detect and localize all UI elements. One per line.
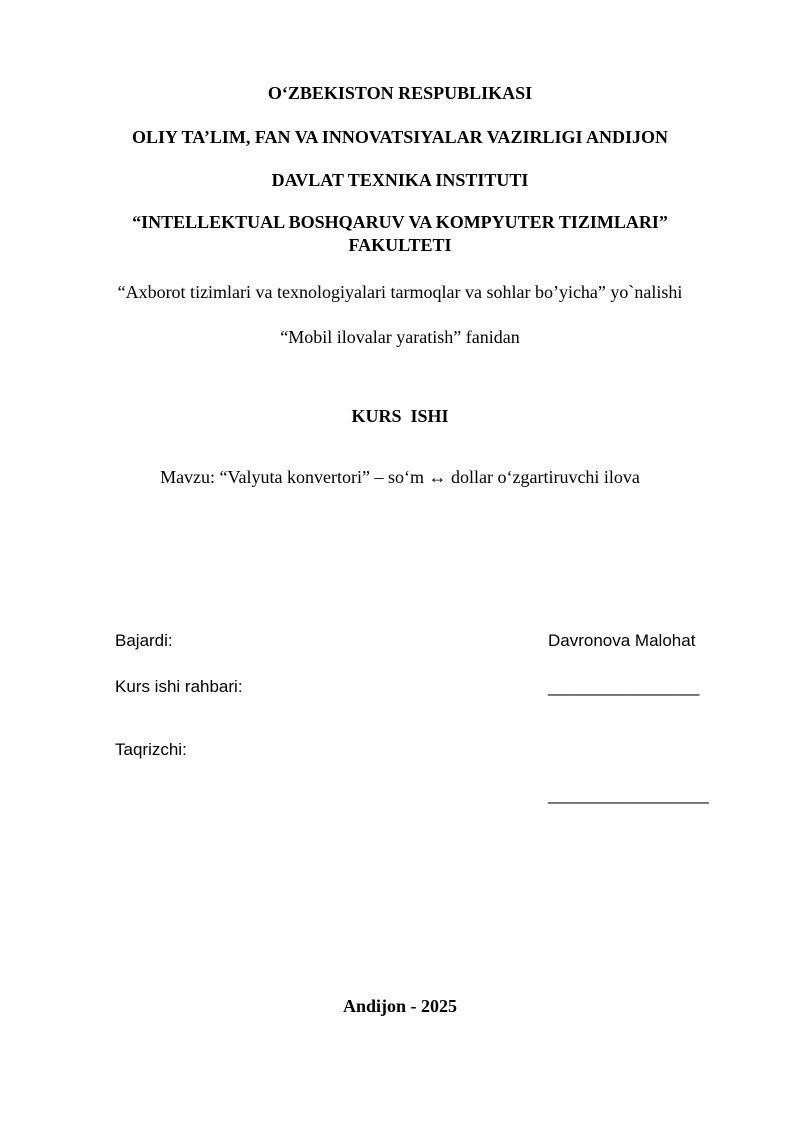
ministry-heading: OLIY TA’LIM, FAN VA INNOVATSIYALAR VAZIRLIGI ANDIJON (132, 127, 668, 147)
supervisor-signature-line: ________________ (548, 677, 700, 696)
performed-by-label: Bajardi: (115, 631, 173, 650)
performed-by-name: Davronova Malohat (548, 631, 696, 650)
topic-line: Mavzu: “Valyuta konvertori” – so‘m ↔ dollar o‘zgartiruvchi ilova (160, 467, 640, 487)
city-year: Andijon - 2025 (342, 996, 458, 1016)
faculty-heading: “INTELLEKTUAL BOSHQARUV VA KOMPYUTER TIZIMLARI” (132, 212, 668, 232)
country-heading: O‘ZBEKISTON RESPUBLIKASI (267, 83, 533, 103)
reviewer-signature-line: _________________ (548, 785, 709, 804)
faculty-heading-cont: FAKULTETI (348, 235, 452, 255)
institute-heading: DAVLAT TEXNIKA INSTITUTI (271, 170, 529, 190)
supervisor-label: Kurs ishi rahbari: (115, 677, 243, 696)
reviewer-label: Taqrizchi: (115, 740, 187, 759)
subject-line: “Mobil ilovalar yaratish” fanidan (280, 327, 520, 347)
direction-line: “Axborot tizimlari va texnologiyalari tarmoqlar va sohlar bo’yicha” yo`nalishi (117, 282, 683, 302)
work-type-title: KURS ISHI (351, 406, 449, 426)
